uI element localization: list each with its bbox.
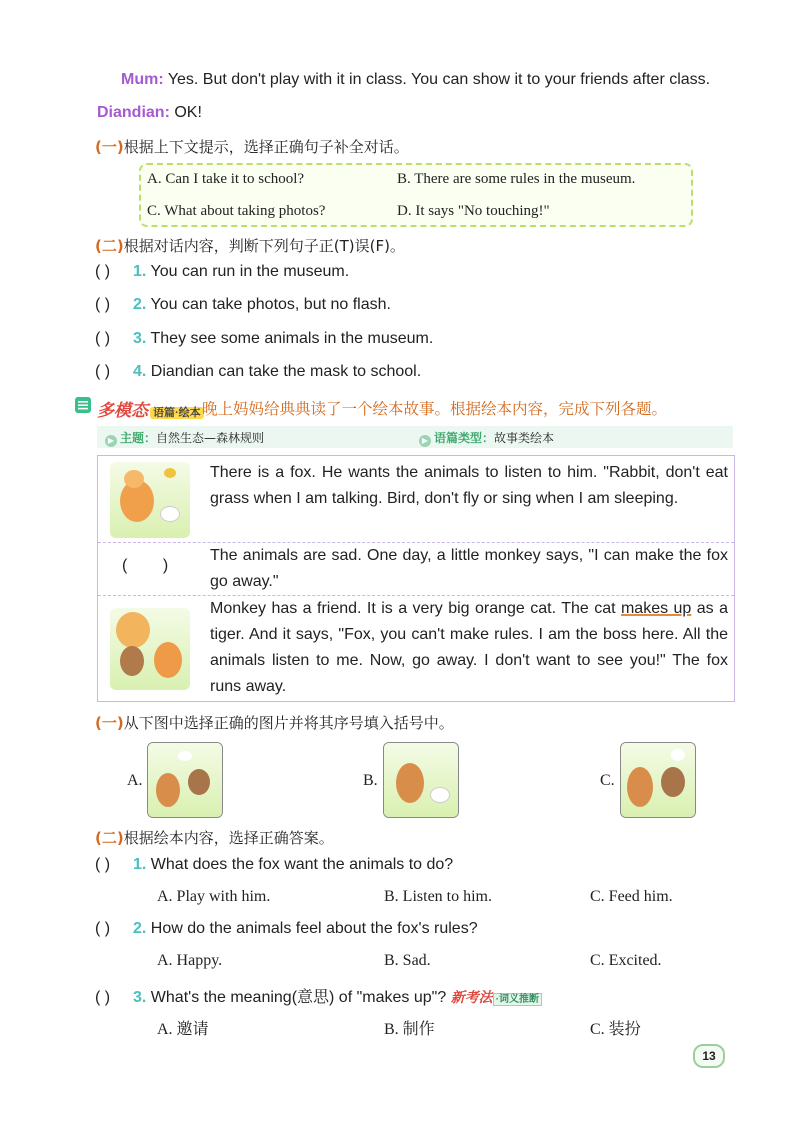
mc-option: B. Sad. xyxy=(384,952,431,969)
section-heading xyxy=(95,235,405,256)
genre-value: 故事类绘本 xyxy=(494,431,555,445)
mc-option: A. 邀请 xyxy=(157,1021,209,1038)
dialogue-line-mum xyxy=(121,70,710,90)
tag-subtitle: ·词义推断 xyxy=(493,993,542,1006)
tf-question xyxy=(95,296,391,314)
mc-option: B. 制作 xyxy=(384,1021,435,1038)
question-number: 2. xyxy=(133,920,147,937)
answer-blank[interactable]: ( ) xyxy=(95,856,111,873)
theme-bar xyxy=(97,426,733,448)
choice-label-a: A. xyxy=(127,772,143,789)
theme-label: 主题： xyxy=(120,431,157,445)
option-c: C. What about taking photos? xyxy=(147,203,326,219)
badge-title: 多模态 xyxy=(97,401,148,420)
section-title: 根据对话内容，判断下列句子正(T)误(F)。 xyxy=(123,237,405,255)
banner-instruction: 晚上妈妈给典典读了一个绘本故事。根据绘本内容，完成下列各题。 xyxy=(202,400,668,418)
section-title: 根据上下文提示，选择正确句子补全对话。 xyxy=(123,138,409,156)
answer-blank[interactable]: ( ) xyxy=(95,989,111,1006)
genre-label: 语篇类型： xyxy=(434,431,495,445)
choice-picture-a[interactable] xyxy=(147,742,223,818)
section-heading xyxy=(95,136,409,157)
section-title: 从下图中选择正确的图片并将其序号填入括号中。 xyxy=(123,714,454,732)
story-paragraph-1: There is a fox. He wants the animals to listen to him. "Rabbit, don't eat grass when I am talking. Bird, don't fly or sing when I am sleeping. xyxy=(210,464,728,507)
speaker-mum: Mum: xyxy=(121,71,164,88)
tf-question xyxy=(95,330,433,348)
underlined-phrase: makes up xyxy=(620,600,692,617)
answer-blank[interactable]: ( ) xyxy=(95,920,111,937)
cat-monkey-fox-picture xyxy=(110,608,190,690)
story-row-1 xyxy=(98,456,734,542)
question-text: How do the animals feel about the fox's rules? xyxy=(150,920,478,937)
mc-question xyxy=(95,856,453,874)
fox-picture xyxy=(110,462,190,538)
genre-item xyxy=(419,429,554,447)
question-number: 1. xyxy=(133,263,147,280)
question-text: You can run in the museum. xyxy=(150,263,350,280)
question-text: Diandian can take the mask to school. xyxy=(150,363,422,380)
option-b: B. There are some rules in the museum. xyxy=(397,171,636,187)
text-segment: Monkey has a friend. It is a very big orange cat. The cat xyxy=(210,600,621,617)
story-row-3 xyxy=(98,595,734,702)
mc-option: A. Play with him. xyxy=(157,888,271,905)
theme-value: 自然生态—森林规则 xyxy=(156,431,265,445)
answer-blank[interactable]: ( ) xyxy=(95,296,111,313)
mc-option: C. 装扮 xyxy=(590,1021,641,1038)
dialogue-text: Yes. But don't play with it in class. You can show it to your friends after class. xyxy=(167,71,711,88)
choice-picture-b[interactable] xyxy=(383,742,459,818)
section-number: (二) xyxy=(95,237,124,255)
mc-option: A. Happy. xyxy=(157,952,223,969)
mc-option: B. Listen to him. xyxy=(384,888,492,905)
tag-title: 新考法 xyxy=(450,989,493,1005)
section-heading xyxy=(95,712,454,733)
section-number: (二) xyxy=(95,829,124,847)
answer-blank[interactable]: ( ) xyxy=(95,363,111,380)
question-text: What does the fox want the animals to do? xyxy=(150,856,454,873)
choice-label-b: B. xyxy=(363,772,378,789)
mc-option: C. Excited. xyxy=(590,952,662,969)
option-d: D. It says "No touching!" xyxy=(397,203,550,219)
multimodal-badge xyxy=(97,396,204,421)
page-number: 13 xyxy=(693,1044,725,1068)
question-number: 2. xyxy=(133,296,147,313)
choice-picture-c[interactable] xyxy=(620,742,696,818)
list-icon xyxy=(75,397,91,413)
story-paragraph-3 xyxy=(210,596,728,700)
question-number: 1. xyxy=(133,856,147,873)
play-icon: ▶ xyxy=(419,435,431,447)
mc-question xyxy=(95,920,478,938)
tf-question xyxy=(95,363,421,381)
choice-label-c: C. xyxy=(600,772,615,789)
picture-answer-blank[interactable]: ( ) xyxy=(122,557,169,574)
dialogue-line-diandian xyxy=(97,103,202,123)
play-icon: ▶ xyxy=(105,435,117,447)
dialogue-text: OK! xyxy=(174,104,202,121)
story-row-2 xyxy=(98,542,734,595)
section-heading xyxy=(95,827,334,848)
options-box xyxy=(139,163,693,227)
question-text: They see some animals in the museum. xyxy=(150,330,434,347)
question-number: 4. xyxy=(133,363,147,380)
mc-question xyxy=(95,984,542,1007)
answer-blank[interactable]: ( ) xyxy=(95,330,111,347)
question-number: 3. xyxy=(133,989,147,1006)
section-title: 根据绘本内容，选择正确答案。 xyxy=(123,829,334,847)
story-box xyxy=(97,455,735,702)
section-number: (一) xyxy=(95,714,124,732)
question-text: You can take photos, but no flash. xyxy=(150,296,391,313)
badge-tag: 语篇·绘本 xyxy=(150,407,204,419)
story-paragraph-2: The animals are sad. One day, a little monkey says, "I can make the fox go away." xyxy=(210,547,728,590)
section-number: (一) xyxy=(95,138,124,156)
answer-blank[interactable]: ( ) xyxy=(95,263,111,280)
question-text: What's the meaning(意思) of "makes up"? xyxy=(150,989,447,1006)
mc-option: C. Feed him. xyxy=(590,888,673,905)
question-number: 3. xyxy=(133,330,147,347)
new-method-tag xyxy=(451,987,542,1007)
option-a: A. Can I take it to school? xyxy=(147,171,305,187)
speaker-diandian: Diandian: xyxy=(97,104,170,121)
tf-question xyxy=(95,263,349,281)
text-segment: as a tiger. And it says, "Fox, you can't make rules. I am the boss here. All the animals listen to me. Now, go away. I don't want to see you!" The fox runs away. xyxy=(210,600,728,695)
theme-item xyxy=(105,429,264,447)
